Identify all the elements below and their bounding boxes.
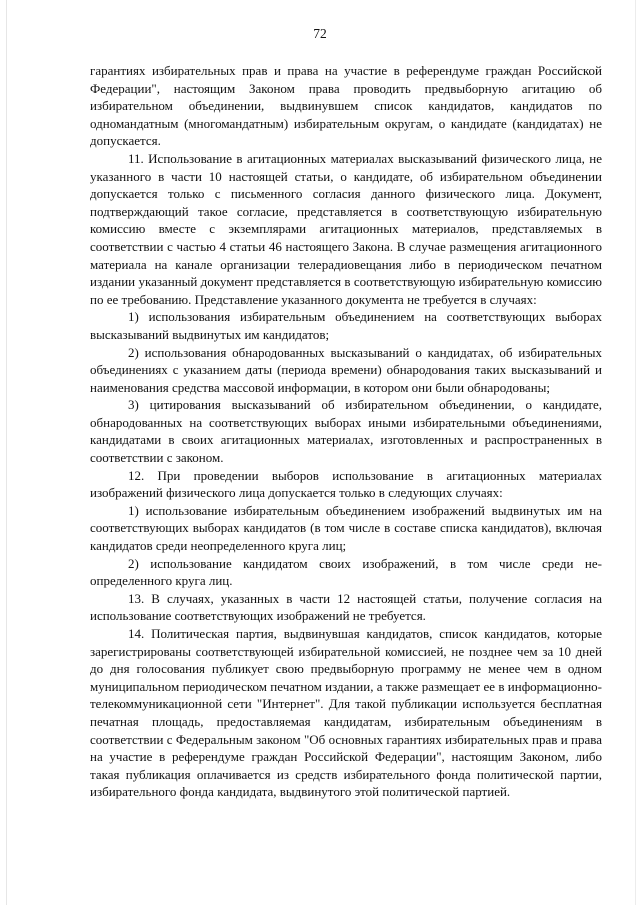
paragraph-part-11-item-3: 3) цитирования высказываний об избирательном объединении, о кандидате, обнародованных на соответствующих выборах иными избирательными объединениями, кандидатами в своих агитационных материалах, изготовленных и распространенных в соответствии с законом. <box>90 397 602 466</box>
paragraph-part-12-item-2: 2) использование кандидатом своих изображений, в том числе среди неопределенного круга лиц. <box>90 555 602 589</box>
paragraph-part-11-item-1: 1) использования избирательным объединением на соответствующих выборах высказываний выдвинутых им кандидатов; <box>90 309 602 342</box>
paragraph-part-13: 13. В случаях, указанных в части 12 настоящей статьи, получение согласия на использование соответствующих изображений не требуется. <box>90 590 602 624</box>
paragraph-part-11-item-2: 2) использования обнародованных высказываний о кандидатах, об избирательных объединениях с указанием даты (периода времени) обнародования таких высказываний и наименования средства массовой информации, в котором они были обнародованы; <box>90 344 602 395</box>
scan-edge-right <box>635 0 636 905</box>
document-body <box>90 62 602 801</box>
page-number: 72 <box>313 26 327 41</box>
paragraph-part-12-item-1: 1) использование избирательным объединением изображений выдвинутых им на соответствующих выборах кандидатов (в том числе в составе списка кандидатов), включая кандидатов среди неопределенного круга лиц; <box>90 502 602 554</box>
paragraph-part-12: 12. При проведении выборов использование в агитационных материалах изображений физического лица допускается только в следующих случаях: <box>90 467 602 501</box>
scan-edge-left <box>6 0 7 905</box>
paragraph-part-14: 14. Политическая партия, выдвинувшая кандидатов, список кандидатов, которые зарегистрированы соответствующей избирательной комиссией, не позднее чем за 10 дней до дня голосования публикует свою предвыборную программу не менее чем в одном муниципальном периодическом печатном издании, а также размещает ее в информационно-телекоммуникационной сети "Интернет". Для такой публикации используется бесплатная печатная площадь, предоставляемая кандидатам, избирательным объединениям в соответствии с Федеральным законом "Об основных гарантиях избирательных прав и права на участие в референдуме граждан Российской Федерации", настоящим Законом, либо такая публикация оплачивается из средств избирательного фонда политической партии, избирательного фонда кандидата, выдвинутого этой политической партией. <box>90 626 602 800</box>
paragraph-continuation: гарантиях избирательных прав и права на участие в референдуме граждан Российской Федерации", настоящим Законом права проводить предвыборную агитацию об избирательном объединении, выдвинувшем список кандидатов, кандидатов по одномандатным (многомандатным) избирательным округам, о кандидате (кандидатах) не допускается. <box>90 63 602 149</box>
paragraph-part-11: 11. Использование в агитационных материалах высказываний физического лица, не указанного в части 10 настоящей статьи, о кандидате, об избирательном объединении допускается только с письменного согласия данного физического лица. Документ, подтверждающий такое согласие, представляется в соответствующую избирательную комиссию вместе с экземплярами агитационных материалов, представляемых в соответствии с частью 4 статьи 46 настоящего Закона. В случае размещения агитационного материала на канале организации телерадиовещания либо в периодическом печатном издании указанный документ представляется в соответствующую избирательную комиссию по ее требованию. Представление указанного документа не требуется в случаях: <box>90 150 602 307</box>
